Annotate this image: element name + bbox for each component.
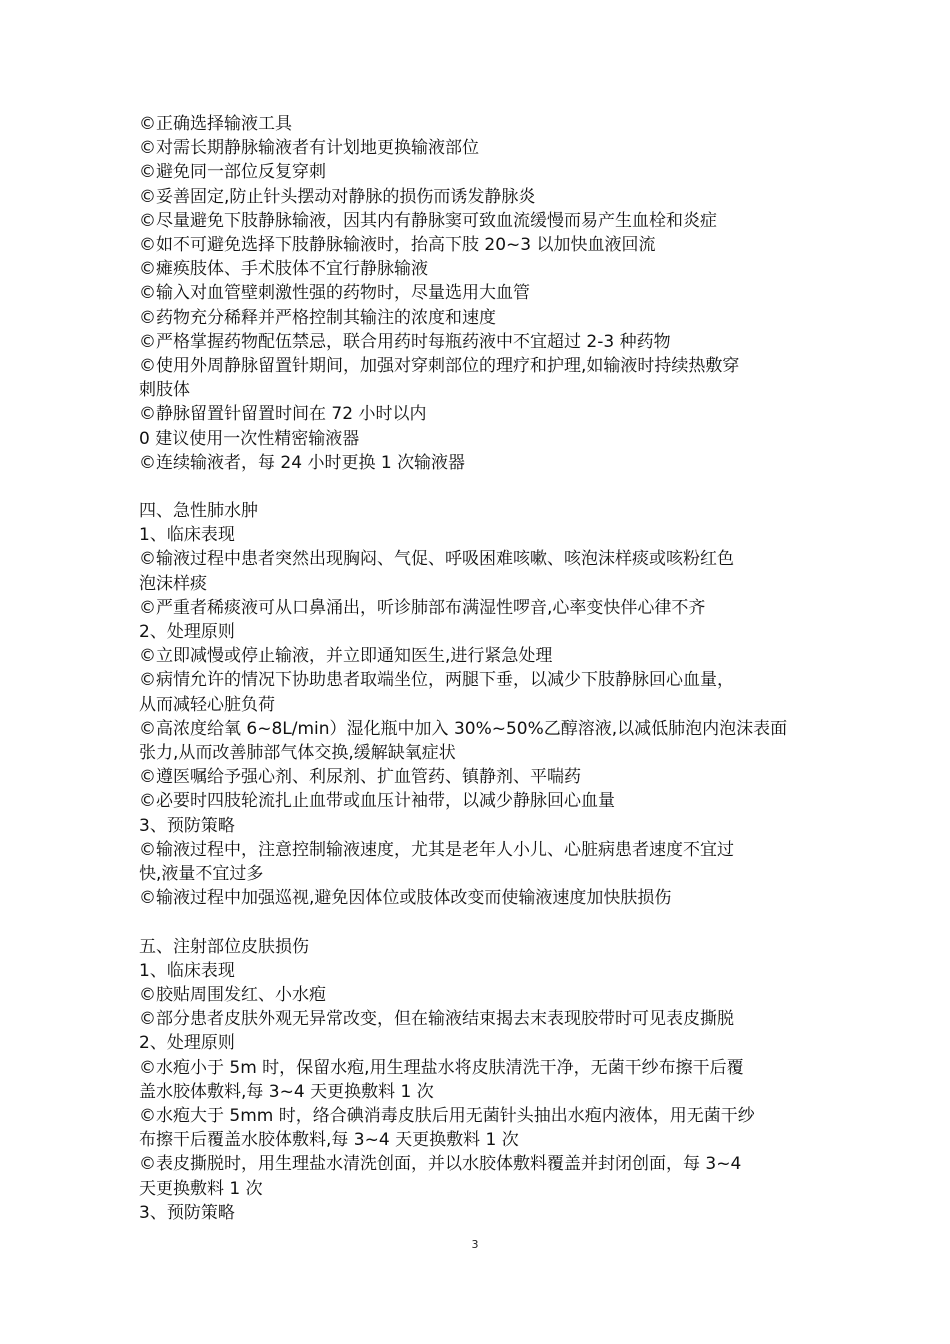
page-number: 3 xyxy=(471,1238,479,1251)
list-item: ©严重者稀痰液可从口鼻涌出，听诊肺部布满湿性啰音,心率变快伴心律不齐 xyxy=(139,597,706,618)
list-item: ©部分患者皮肤外观无异常改变，但在输液结束揭去末表现胶带时可见表皮撕脱 xyxy=(139,1009,734,1030)
subheading: 1、临床表现 xyxy=(139,525,235,546)
section-heading: 四、急性肺水肿 xyxy=(139,501,258,522)
list-item: ©必要时四肢轮流扎止血带或血压计袖带，以减少静脉回心血量 xyxy=(139,791,615,812)
list-item: ©高浓度给氧 6~8L/min）湿化瓶中加入 30%~50%乙醇溶液,以减低肺泡内泡沫表面 xyxy=(139,718,788,739)
list-item-continuation: 从而减轻心脏负荷 xyxy=(139,694,275,715)
list-item: ©尽量避免下肢静脉输液，因其内有静脉窦可致血流缓慢而易产生血栓和炎症 xyxy=(139,210,717,231)
list-item: ©如不可避免选择下肢静脉输液时，抬高下肢 20~3 以加快血液回流 xyxy=(139,235,656,256)
list-item: ©连续输液者，每 24 小时更换 1 次输液器 xyxy=(139,452,466,473)
list-item-continuation: 刺肢体 xyxy=(139,380,190,401)
list-item: ©水疱大于 5mm 时，络合碘消毒皮肤后用无菌针头抽出水疱内液体，用无菌干纱 xyxy=(139,1105,755,1126)
list-item-continuation: 张力,从而改善肺部气体交换,缓解缺氧症状 xyxy=(139,743,456,764)
list-item-continuation: 快,液量不宜过多 xyxy=(139,864,264,885)
list-item-continuation: 天更换敷料 1 次 xyxy=(139,1178,263,1199)
list-item: ©妥善固定,防止针头摆动对静脉的损伤而诱发静脉炎 xyxy=(139,186,536,207)
list-item: ©对需长期静脉输液者有计划地更换输液部位 xyxy=(139,138,479,159)
section-heading: 五、注射部位皮肤损伤 xyxy=(139,936,309,957)
list-item: ©输液过程中患者突然出现胸闷、气促、呼吸困难咳嗽、咳泡沫样痰或咳粉红色 xyxy=(139,549,734,570)
list-item: ©正确选择输液工具 xyxy=(139,114,292,134)
list-item-continuation: 布擦干后覆盖水胶体敷料,每 3~4 天更换敷料 1 次 xyxy=(139,1130,519,1151)
list-item-continuation: 盖水胶体敷料,每 3~4 天更换敷料 1 次 xyxy=(139,1081,434,1102)
list-item: ©水疱小于 5m 时，保留水疱,用生理盐水将皮肤清洗干净，无菌干纱布擦干后覆 xyxy=(139,1057,744,1078)
list-item: ©避免同一部位反复穿刺 xyxy=(139,162,326,183)
list-item: ©胶贴周围发红、小水疱 xyxy=(139,984,326,1005)
list-item: ©输入对血管壁刺激性强的药物时，尽量选用大血管 xyxy=(139,283,530,304)
subheading: 1、临床表现 xyxy=(139,960,235,981)
list-item: ©严格掌握药物配伍禁忌，联合用药时每瓶药液中不宜超过 2-3 种药物 xyxy=(139,331,671,352)
section-acute-pulmonary-edema xyxy=(139,499,829,910)
list-item: ©输液过程中加强巡视,避免因体位或肢体改变而使输液速度加快肤损伤 xyxy=(139,888,672,909)
list-item: ©静脉留置针留置时间在 72 小时以内 xyxy=(139,404,427,425)
paragraph-spacer xyxy=(139,475,829,499)
paragraph-spacer xyxy=(139,911,829,935)
section-skin-injury xyxy=(139,935,829,1225)
list-item-continuation: 泡沫样痰 xyxy=(139,573,207,594)
list-item: ©立即减慢或停止输液，并立即通知医生,进行紧急处理 xyxy=(139,646,553,667)
list-item: ©使用外周静脉留置针期间，加强对穿刺部位的理疗和护理,如输液时持续热敷穿 xyxy=(139,356,740,377)
subheading: 3、预防策略 xyxy=(139,1202,235,1223)
list-block-1 xyxy=(139,112,829,475)
list-item: ©表皮撕脱时，用生理盐水清洗创面，并以水胶体敷料覆盖并封闭创面，每 3~4 xyxy=(139,1154,742,1175)
list-item: ©输液过程中，注意控制输液速度，尤其是老年人小儿、心脏病患者速度不宜过 xyxy=(139,839,734,860)
list-item: ©遵医嘱给予强心剂、利尿剂、扩血管药、镇静剂、平喘药 xyxy=(139,767,581,788)
list-item: ©瘫痪肢体、手术肢体不宜行静脉输液 xyxy=(139,259,428,280)
list-item: ©药物充分稀释并严格控制其输注的浓度和速度 xyxy=(139,307,496,328)
list-item: 0 建议使用一次性精密输液器 xyxy=(139,428,360,449)
list-item: ©病情允许的情况下协助患者取端坐位，两腿下垂，以减少下肢静脉回心血量， xyxy=(139,670,734,691)
subheading: 2、处理原则 xyxy=(139,1033,235,1054)
document-body xyxy=(139,112,829,1225)
subheading: 2、处理原则 xyxy=(139,622,235,643)
subheading: 3、预防策略 xyxy=(139,815,235,836)
